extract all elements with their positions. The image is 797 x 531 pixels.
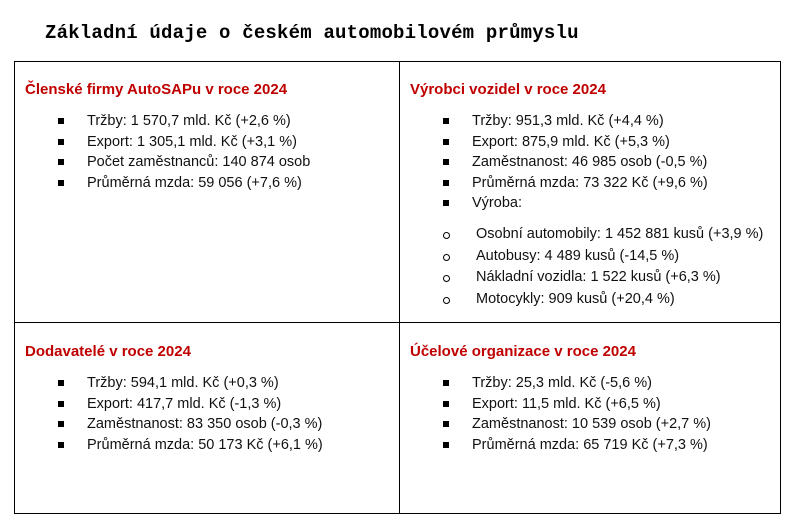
square-bullet-icon	[58, 421, 64, 427]
document-title: Základní údaje o českém automobilovém průmyslu	[45, 22, 579, 44]
square-bullet-icon	[58, 118, 64, 124]
circle-bullet-icon	[443, 232, 450, 239]
circle-bullet-icon	[443, 297, 450, 304]
square-bullet-icon	[443, 180, 449, 186]
circle-bullet-icon	[443, 275, 450, 282]
circle-bullet-icon	[443, 254, 450, 261]
column-divider	[399, 62, 400, 513]
square-bullet-icon	[58, 139, 64, 145]
square-bullet-icon	[443, 200, 449, 206]
square-bullet-icon	[58, 401, 64, 407]
row-divider	[15, 322, 780, 323]
square-bullet-icon	[58, 380, 64, 386]
square-bullet-icon	[58, 159, 64, 165]
square-bullet-icon	[443, 380, 449, 386]
square-bullet-icon	[443, 139, 449, 145]
square-bullet-icon	[443, 442, 449, 448]
square-bullet-icon	[58, 180, 64, 186]
square-bullet-icon	[443, 118, 449, 124]
square-bullet-icon	[443, 159, 449, 165]
cell-heading-autosap: Členské firmy AutoSAPu v roce 2024	[25, 81, 288, 98]
square-bullet-icon	[58, 442, 64, 448]
cell-heading-vyrobci: Výrobci vozidel v roce 2024	[410, 81, 606, 98]
square-bullet-icon	[443, 421, 449, 427]
square-bullet-icon	[443, 401, 449, 407]
info-table: Členské firmy AutoSAPu v roce 2024 Tržby: 1 570,7 mld. Kč (+2,6 %) Export: 1 305,1 mld. Kč (+3,1 %) Počet zaměstnanců: 140 874 osob Průměrná mzda: 59 056 (+7,6 %) Výrobci vozidel v roce 2024 Tržby: 951,3 mld. Kč (+4,4 %) Export: 875,9 mld. Kč (+5,3 %) Zaměstnanost: 46 985 osob (-0,5 %) Průměrná mzda: 73 322 Kč (+9,6 %) Výroba: Osobní automobily: 1 452 881 kusů (+3,9 %) Autobusy: 4 489 kusů (-14,5 %) Nákladní vozidla: 1 522 kusů (+6,3 %) Motocykly: 909 kusů (+20,4 %) Dodavatelé v roce 2024 Tržby: 594,1 mld. Kč (+0,3 %) Export: 417,7 mld. Kč (-1,3 %) Zaměstnanost: 83 350 osob (-0,3 %) Průměrná mzda: 50 173 Kč (+6,1 %) Účelové organizace v roce 2024 Tržby: 25,3 mld. Kč (-5,6 %) Export: 11,5 mld. Kč (+6,5 %) Zaměstnanost: 10 539 osob (+2,7 %) Průměrná mzda: 65 719 Kč (+7,3 %)	[14, 61, 781, 514]
cell-heading-ucelove: Účelové organizace v roce 2024	[410, 343, 636, 360]
cell-heading-dodavatele: Dodavatelé v roce 2024	[25, 343, 191, 360]
